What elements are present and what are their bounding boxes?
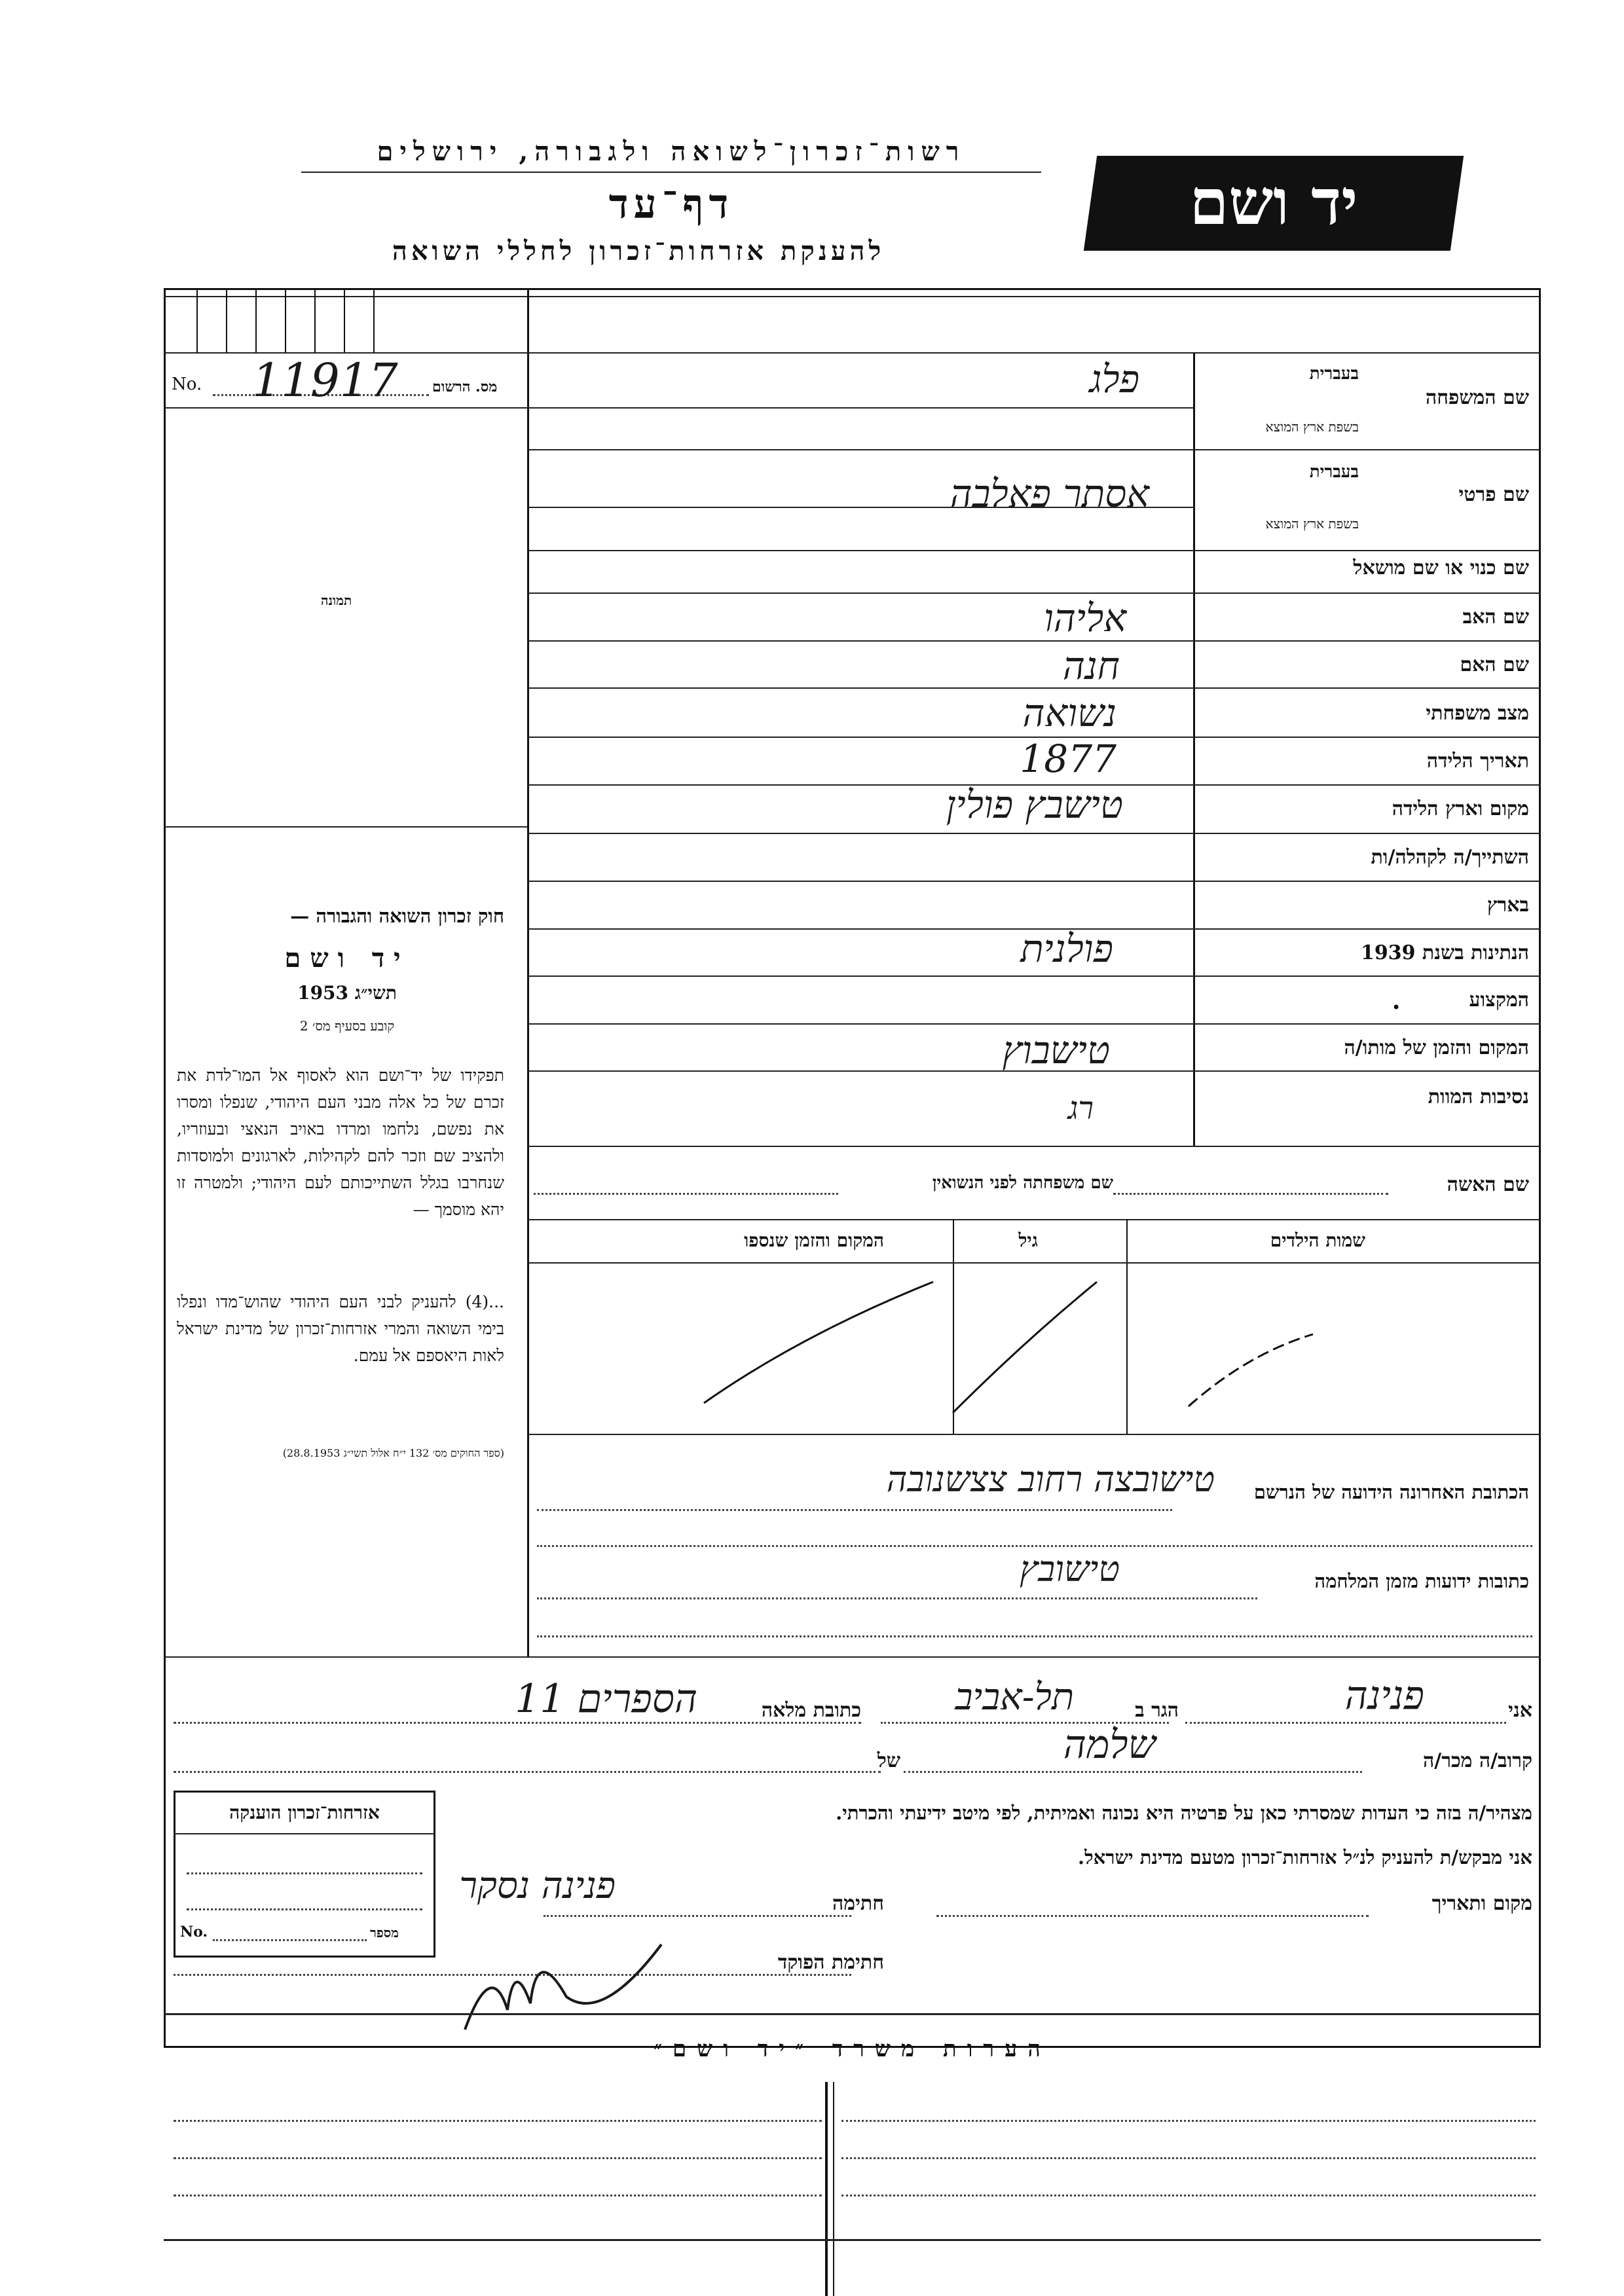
header-top-line: רשות־זכרון־לשואה ולגבורה, ירושלים (377, 136, 966, 167)
law-footnote: (ספר החוקים מס׳ 132 י״ח אלול תשי״ג 28.8.1953) (282, 1447, 504, 1459)
children-strikeouts (527, 1262, 1541, 1434)
law-year: תשי״ג 1953 (297, 982, 397, 1004)
dots (537, 1545, 1532, 1547)
registration-label: מס. הרשום (432, 378, 498, 395)
wife-maiden-label: שם משפחתה לפני הנשואין (932, 1173, 1113, 1193)
family-name-origin-label: בשפת ארץ המוצא (1265, 419, 1359, 435)
dots (537, 1509, 1172, 1511)
row-line (164, 1656, 1541, 1658)
request-text: אני מבקש/ת להעניק לנ״ל אזרחות־זכרון מטעם מדינת ישראל. (1078, 1846, 1532, 1868)
birth-date-label: תאריך הלידה (1426, 750, 1529, 773)
mother-value: חנה (1062, 644, 1120, 688)
family-name-hebrew-label: בעברית (1309, 364, 1359, 384)
registration-no-label: No. (172, 374, 202, 394)
strikeout-names (1189, 1334, 1313, 1406)
tick (226, 288, 227, 352)
wife-label: שם האשה (1447, 1173, 1529, 1196)
resides-label: הגר ב (1135, 1699, 1179, 1722)
row-line (527, 687, 1541, 689)
war-address-value: טישובץ (1020, 1548, 1120, 1590)
death-place-label: המקום והזמן של מותו/ה (1344, 1036, 1529, 1059)
relative-dots (904, 1771, 1362, 1773)
row-line (527, 407, 1193, 409)
row-line (527, 1070, 1541, 1072)
tick (255, 288, 257, 352)
children-place-header: המקום והזמן שנספו (744, 1230, 884, 1251)
signature-value: פנינה נסקר (459, 1865, 616, 1907)
citizenship-box-number-label: מספר (370, 1925, 399, 1941)
strikeout-age (953, 1282, 1097, 1413)
frame-inner-top (164, 296, 1541, 297)
full-address-dots (174, 1722, 861, 1724)
death-circumstances-label: נסיבות המוות (1428, 1085, 1529, 1108)
registration-number: 11917 (252, 354, 398, 407)
death-circumstances-value: רג (1067, 1090, 1094, 1127)
i-label: אני (1508, 1699, 1532, 1722)
law-title: חוק זכרון השואה והגבורה — (290, 905, 504, 927)
signature-label: חתימה (832, 1892, 884, 1915)
war-address-label: כתובות ידועות מזמן המלחמה (1314, 1570, 1529, 1592)
row-line (527, 1146, 1541, 1147)
bottom-edge (164, 2239, 1541, 2241)
tick (373, 288, 375, 352)
header-underline (301, 172, 1041, 173)
officer-label: חתימת הפוקד (777, 1951, 884, 1974)
notes-dots (174, 2195, 822, 2196)
notes-dots (841, 2157, 1536, 2159)
community-label: השתייך/ה לקהלה/ות (1371, 846, 1529, 869)
nickname-label: שם כנוי או שם מושאל (1353, 556, 1529, 579)
place-date-dots (936, 1915, 1369, 1917)
labels-divider (1193, 352, 1195, 1146)
citizenship-box-dots (187, 1872, 422, 1874)
page-subtitle: להענקת אזרחות־זכרון לחללי השואה (392, 236, 885, 266)
citizenship-value: פולנית (1020, 926, 1113, 971)
father-label: שם האב (1462, 606, 1529, 629)
row-line (527, 550, 1541, 551)
law-text-1: תפקידו של יד־ושם הוא לאסוף אל המו־לדת את זכרם של כל אלה מבני העם היהודי, שנפלו ומסרו את נפשם, נלחמו ומרדו באויב הנאצי ובעוזריו, ולהציב שם וזכר להם לקהילות, לארגונים ולמוסדות שנחרבו בגלל השתייכותם לעם היהודי; ולמטרה זו יהא מוסמך — (177, 1066, 504, 1219)
row-line (164, 2013, 1541, 2015)
notes-divider (833, 2082, 834, 2296)
tick (314, 288, 316, 352)
place-date-label: מקום ותאריך (1431, 1892, 1532, 1915)
law-text-2: ...(4) להעניק לבני העם היהודי שהוש־מדו ונפלו בימי השואה והמרי אזרחות־זכרון של מדינת ישראל לאות היאספם אל עמם. (177, 1292, 504, 1365)
i-dots (1185, 1722, 1506, 1724)
law-name: יד ושם (284, 943, 410, 974)
dots (537, 1635, 1532, 1637)
row-line (164, 826, 527, 828)
i-value: פנינה (1344, 1673, 1424, 1719)
office-notes-title: הערות משרד ״יד ושם״ (654, 2036, 1051, 2062)
page-title: דף־עד (608, 180, 734, 228)
notes-dots (174, 2157, 822, 2159)
last-address-value: טישובצה רחוב צצשנובה (886, 1459, 1215, 1500)
birth-date-value: 1877 (1020, 737, 1116, 781)
birth-place-label: מקום וארץ הלידה (1392, 797, 1529, 820)
first-name-value: אסתר פאלבה (950, 471, 1149, 516)
tick (196, 288, 198, 352)
first-name-label: שם פרטי (1458, 483, 1529, 506)
row-line (164, 407, 527, 409)
relative-value: שלמה (1063, 1722, 1156, 1768)
strikeout-place (704, 1282, 933, 1403)
death-place-value: טישבוץ (1002, 1028, 1110, 1072)
law-clause: קובע בסעיף מס׳ 2 (299, 1018, 395, 1034)
wife-maiden-dots (534, 1193, 838, 1195)
row-line (527, 975, 1541, 977)
left-column-divider (527, 288, 529, 1656)
tick (344, 288, 345, 352)
citizenship-box-dots (213, 1939, 367, 1941)
signature-dots (544, 1915, 851, 1917)
marital-label: מצב משפחתי (1426, 702, 1529, 725)
first-name-origin-label: בשפת ארץ המוצא (1265, 516, 1359, 532)
marital-value: נשואה (1022, 691, 1116, 735)
citizenship-label: הנתינות בשנת 1939 (1360, 941, 1529, 964)
children-names-header: שמות הילדים (1270, 1230, 1365, 1251)
row-line (527, 507, 1193, 508)
officer-signature (452, 1918, 668, 2049)
profession-label: המקצוע (1469, 989, 1529, 1011)
row-line (527, 1434, 1541, 1435)
family-name-label: שם המשפחה (1425, 386, 1529, 409)
row-line (527, 449, 1541, 450)
row-line (527, 592, 1541, 594)
family-name-value: פלג (1089, 357, 1139, 401)
citizenship-box-dots (187, 1908, 422, 1910)
resides-value: תל-אביב (955, 1676, 1074, 1719)
relative-label: קרוב/ה מכר/ה (1423, 1749, 1532, 1772)
children-age-header: גיל (1018, 1230, 1038, 1251)
row-line (527, 640, 1541, 642)
full-address-value: הספרים 11 (515, 1676, 697, 1722)
logo-text: יד ושם (1189, 165, 1358, 239)
notes-dots (841, 2195, 1536, 2196)
row-line (527, 833, 1541, 834)
of-label: של (877, 1749, 900, 1772)
photo-label: תמונה (321, 592, 352, 608)
notes-dots (174, 2120, 822, 2122)
profession-dot: • (1392, 998, 1401, 1017)
citizenship-box-line (174, 1833, 435, 1834)
last-address-label: הכתובת האחרונה הידועה של הנרשם (1253, 1481, 1529, 1503)
citizenship-box-title: אזרחות־זכרון הוענקה (229, 1802, 380, 1823)
first-name-hebrew-label: בעברית (1309, 462, 1359, 482)
country-label: בארץ (1486, 894, 1529, 917)
row-line (527, 881, 1541, 882)
birth-place-value: טישבץ פולין (946, 782, 1123, 827)
dots (537, 1597, 1257, 1599)
father-value: אליהו (1044, 596, 1126, 640)
notes-divider (825, 2082, 828, 2296)
declaration-text: מצהיר/ה בזה כי העדות שמסרתי כאן על פרטיה היא נכונה ואמיתית, לפי מיטב ידיעתי והכרתי. (836, 1802, 1532, 1824)
full-address-label: כתובת מלאה (761, 1699, 861, 1722)
mother-label: שם האם (1460, 653, 1529, 676)
notes-dots (841, 2120, 1536, 2122)
row-line (527, 1023, 1541, 1025)
row-line (527, 1219, 1541, 1220)
wife-dots (1113, 1193, 1388, 1195)
tick (285, 288, 286, 352)
of-dots (174, 1771, 881, 1773)
citizenship-box-no-label: No. (180, 1923, 208, 1941)
